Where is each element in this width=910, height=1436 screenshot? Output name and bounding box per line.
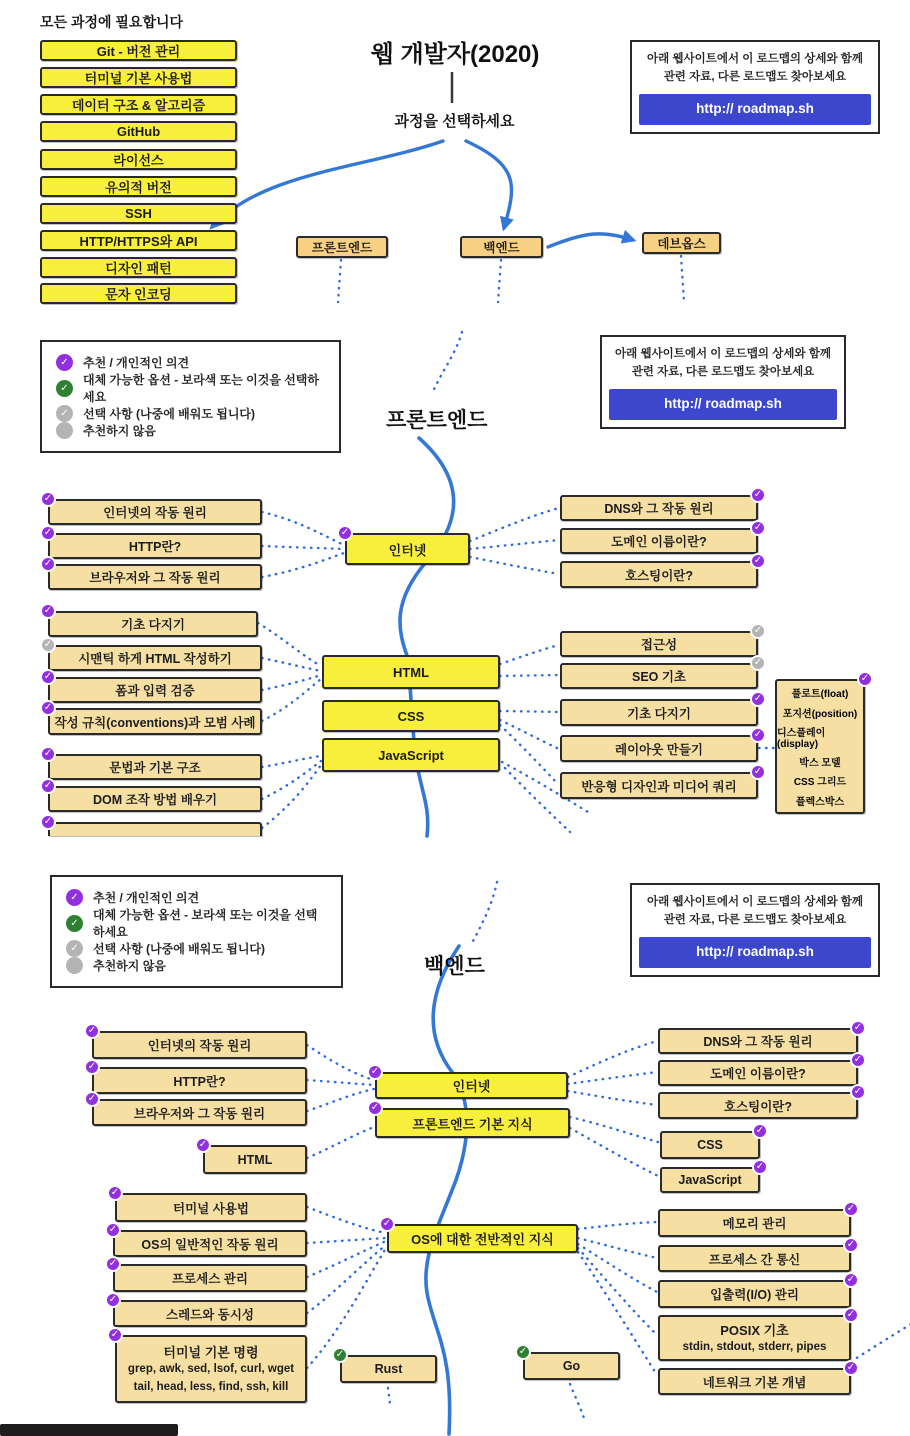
common-item-github [40,121,237,142]
purple-check-icon: ✓ [40,556,56,572]
gray-dot-icon [66,957,83,974]
node-label: 인터넷 [452,1079,491,1094]
purple-check-icon: ✓ [40,746,56,762]
topic-box [560,729,763,762]
topic-label: 도메인 이름이란? [611,535,707,549]
green-check-icon: ✓ [66,915,83,932]
common-item-http-api [40,230,237,251]
legend-item-not-recommended [56,422,325,439]
topic-box [43,780,262,812]
roadmap-info-box [630,883,880,977]
topic-box [108,1224,307,1257]
topic-box [658,1022,863,1054]
purple-check-icon: ✓ [337,525,353,541]
topic-box [660,1125,765,1159]
purple-check-icon: ✓ [850,1084,866,1100]
topic-label: 인터넷의 작동 원리 [103,506,207,520]
page-title: 웹 개발자(2020) [370,41,540,68]
node-label: CSS [397,708,425,724]
topic-box-cutoff [43,816,262,836]
common-item-label: 유의적 버전 [105,180,172,195]
legend-item-optional [66,940,327,957]
purple-check-icon: ✓ [750,727,766,743]
topic-label: 도메인 이름이란? [710,1067,806,1081]
node-internet-backend [370,1066,568,1099]
roadmap-info-box [630,40,880,134]
roadmap-url-button[interactable]: http:// roadmap.sh [639,94,871,125]
purple-check-icon: ✓ [40,603,56,619]
gray-check-icon: ✓ [66,940,83,957]
topic-box [87,1093,307,1126]
topic-label: DOM 조작 방법 배우기 [92,793,218,807]
common-item-label: 문자 인코딩 [105,287,172,302]
legend-item-not-recommended [66,957,327,974]
topic-box [87,1025,307,1059]
legend-label: 추천 / 개인적인 의견 [93,891,200,905]
topic-box [198,1139,307,1174]
purple-check-icon: ✓ [367,1064,383,1080]
common-item-terminal [40,67,237,88]
legend-item-alternative [66,906,327,940]
purple-check-icon: ✓ [107,1327,123,1343]
purple-check-icon: ✓ [195,1137,211,1153]
gray-dot-icon [56,422,73,439]
legend-label: 추천하지 않음 [93,959,166,973]
common-item-data-structures [40,94,237,115]
node-label: OS에 대한 전반적인 지식 [411,1232,554,1247]
common-item-label: GitHub [116,124,161,139]
common-item-ssh [40,203,237,224]
purple-check-icon: ✓ [367,1100,383,1116]
topic-label: Rust [374,1362,403,1376]
purple-check-icon: ✓ [40,525,56,541]
info-line2: 관련 자료, 다른 로드맵도 찾아보세요 [631,365,815,378]
node-css [322,700,500,732]
common-item-licenses [40,149,237,170]
roadmap-url-button[interactable]: http:// roadmap.sh [639,937,871,968]
purple-check-icon: ✓ [750,691,766,707]
purple-check-icon: ✓ [752,1159,768,1175]
topic-label: 브라우저와 그 작동 원리 [89,571,221,585]
purple-check-icon: ✓ [750,553,766,569]
topic-label: POSIX 기초 [720,1322,789,1338]
topic-label: 호스팅이란? [624,568,693,583]
purple-check-icon: ✓ [40,814,56,830]
css-topic: 플로트(float) [791,689,849,701]
legend-label: 대체 가능한 옵션 - 보라색 또는 이것을 선택하세요 [83,373,319,404]
lang-rust [335,1349,437,1383]
roadmap-url-button[interactable]: http:// roadmap.sh [609,389,837,420]
purple-check-icon: ✓ [750,487,766,503]
topic-box [108,1258,307,1292]
topic-box [560,766,763,799]
legend-label: 대체 가능한 옵션 - 보라색 또는 이것을 선택하세요 [93,908,318,939]
common-item-label: Git - 버전 관리 [96,44,181,59]
legend-label: 추천 / 개인적인 의견 [83,356,190,370]
topic-box [560,625,763,657]
purple-check-icon: ✓ [850,1020,866,1036]
gray-check-icon: ✓ [750,623,766,639]
legend-item-optional [56,405,325,422]
common-item-encoding [40,283,237,304]
topic-box [43,671,262,703]
css-topic: CSS 그리드 [793,777,847,789]
common-item-git [40,40,237,61]
topic-box [658,1274,856,1308]
topic-label: 폼과 입력 검증 [115,684,195,698]
track-label: 프론트엔드 [311,241,373,255]
purple-check-icon: ✓ [843,1307,859,1323]
purple-check-icon: ✓ [752,1123,768,1139]
topic-box [658,1239,856,1272]
topic-label: 브라우저와 그 작동 원리 [133,1106,266,1121]
topic-label: 시맨틱 하게 HTML 작성하기 [78,652,232,666]
video-progress-bar[interactable] [0,1424,178,1436]
topic-label: 프로세스 간 통신 [708,1252,801,1267]
purple-check-icon: ✓ [750,764,766,780]
topic-label: SEO 기초 [631,670,687,684]
track-frontend [296,236,388,258]
purple-check-icon: ✓ [843,1201,859,1217]
info-line2: 관련 자료, 다른 로드맵도 찾아보세요 [663,913,847,926]
purple-check-icon: ✓ [107,1185,123,1201]
common-item-label: 터미널 기본 사용법 [84,71,193,86]
purple-check-icon: ✓ [40,491,56,507]
gray-check-icon: ✓ [40,637,56,653]
topic-box [658,1086,863,1119]
info-line2: 관련 자료, 다른 로드맵도 찾아보세요 [663,70,847,83]
topic-label: OS의 일반적인 작동 원리 [141,1237,279,1252]
purple-check-icon: ✓ [857,671,873,687]
topic-label: 호스팅이란? [723,1099,792,1114]
topic-label: 메모리 관리 [722,1217,787,1231]
topic-label: 기초 다지기 [627,706,691,721]
purple-check-icon: ✓ [66,889,83,906]
topic-sublabel: tail, head, less, find, ssh, kill [133,1380,289,1393]
topic-label: 접근성 [640,638,678,652]
legend-item-recommended [56,354,325,371]
legend-frontend [40,340,341,453]
info-line1: 아래 웹사이트에서 이 로드맵의 상세와 함께 [615,348,831,360]
backend-section-title: 백엔드 [424,955,485,978]
topic-label: DNS와 그 작동 원리 [604,502,714,516]
topic-box-posix [658,1309,856,1361]
gray-check-icon: ✓ [750,655,766,671]
track-label: 데브옵스 [657,237,706,251]
purple-check-icon: ✓ [40,669,56,685]
track-backend [460,236,543,258]
topic-label: DNS와 그 작동 원리 [703,1035,813,1049]
css-topics-box [775,673,870,814]
purple-check-icon: ✓ [84,1091,100,1107]
topic-label: 기초 다지기 [121,618,185,632]
green-check-icon: ✓ [515,1344,531,1360]
roadmap-info-box [600,335,846,429]
topic-label: HTML [237,1152,273,1167]
purple-check-icon: ✓ [84,1023,100,1039]
legend-item-recommended [66,889,327,906]
green-check-icon: ✓ [332,1347,348,1363]
frontend-section-title: 프론트엔드 [386,409,488,432]
node-label: JavaScript [378,747,444,763]
node-label: 인터넷 [388,542,427,558]
choose-track-label: 과정을 선택하세요 [394,113,515,130]
topic-label: 반응형 디자인과 미디어 쿼리 [581,779,737,794]
common-item-label: 라이선스 [113,153,164,168]
topic-box [43,748,262,780]
legend-label: 선택 사항 (나중에 배워도 됩니다) [83,407,256,421]
topic-box [660,1161,765,1193]
topic-label: 터미널 사용법 [173,1201,249,1216]
gray-check-icon: ✓ [56,405,73,422]
topic-box [108,1294,307,1327]
legend-label: 선택 사항 (나중에 배워도 됩니다) [93,942,266,956]
purple-check-icon: ✓ [850,1052,866,1068]
common-heading: 모든 과정에 필요합니다 [40,14,184,30]
common-item-label: SSH [125,206,152,221]
topic-label: 문법과 기본 구조 [109,761,201,775]
purple-check-icon: ✓ [40,778,56,794]
topic-box [560,555,763,588]
topic-box [43,527,262,559]
topic-label: JavaScript [678,1173,742,1187]
topic-label: Go [562,1359,581,1373]
node-frontend-basics [370,1102,570,1138]
info-line1: 아래 웹사이트에서 이 로드맵의 상세와 함께 [647,896,863,908]
topic-box [560,489,763,521]
css-topic: 박스 모델 [799,758,841,770]
topic-box [43,493,262,525]
track-devops [642,232,721,254]
common-item-label: 디자인 패턴 [105,261,172,276]
purple-check-icon: ✓ [750,520,766,536]
green-check-icon: ✓ [56,380,73,397]
css-topic: 플렉스박스 [795,796,845,808]
topic-box-terminal-commands [110,1329,307,1403]
topic-box [43,605,258,637]
topic-label: CSS [697,1138,723,1152]
node-javascript [322,738,500,772]
topic-label: 인터넷의 작동 원리 [147,1039,252,1053]
purple-check-icon: ✓ [84,1059,100,1075]
node-internet [340,527,470,565]
topic-label: 스레드와 동시성 [166,1307,254,1322]
purple-check-icon: ✓ [105,1292,121,1308]
topic-box [110,1187,307,1222]
lang-go [518,1346,620,1380]
node-html [322,655,500,689]
legend-backend [50,875,343,988]
topic-label: 작성 규칙(conventions)과 모범 사례 [54,715,256,730]
topic-label: HTTP란? [128,540,182,554]
topic-label: 프로세스 관리 [172,1272,248,1286]
css-topic: 디스플레이(display) [777,727,826,750]
node-os-knowledge [382,1218,578,1253]
topic-sublabel: stdin, stdout, stderr, pipes [682,1340,827,1353]
info-line1: 아래 웹사이트에서 이 로드맵의 상세와 함께 [647,53,863,65]
purple-check-icon: ✓ [843,1360,859,1376]
topic-box [658,1054,863,1086]
css-topic: 포지션(position) [782,708,858,720]
purple-check-icon: ✓ [843,1237,859,1253]
topic-label: 네트워크 기본 개념 [702,1375,807,1390]
topic-box [560,657,763,689]
topic-box [560,693,763,726]
purple-check-icon: ✓ [843,1272,859,1288]
legend-item-alternative [56,371,325,405]
topic-box [43,558,262,590]
purple-check-icon: ✓ [105,1256,121,1272]
purple-check-icon: ✓ [56,354,73,371]
node-label: 프론트엔드 기본 지식 [412,1116,533,1132]
topic-label: HTTP란? [173,1074,226,1089]
purple-check-icon: ✓ [40,700,56,716]
common-item-design-patterns [40,257,237,278]
topic-label: 레이아웃 만들기 [615,742,703,757]
common-item-semver [40,176,237,197]
topic-sublabel: grep, awk, sed, lsof, curl, wget [127,1363,295,1376]
node-label: HTML [392,664,430,680]
topic-box [43,702,262,735]
purple-check-icon: ✓ [379,1216,395,1232]
legend-label: 추천하지 않음 [83,424,156,438]
topic-label: 입출력(I/O) 관리 [710,1288,799,1302]
track-label: 백엔드 [483,241,520,255]
topic-box [658,1203,856,1237]
topic-box [43,639,262,671]
common-item-label: 데이터 구조 & 알고리즘 [71,98,206,113]
topic-box [560,522,763,554]
topic-label: 터미널 기본 명령 [163,1345,259,1361]
topic-box [87,1061,307,1094]
common-item-label: HTTP/HTTPS와 API [79,234,198,249]
topic-box [658,1362,856,1395]
purple-check-icon: ✓ [105,1222,121,1238]
